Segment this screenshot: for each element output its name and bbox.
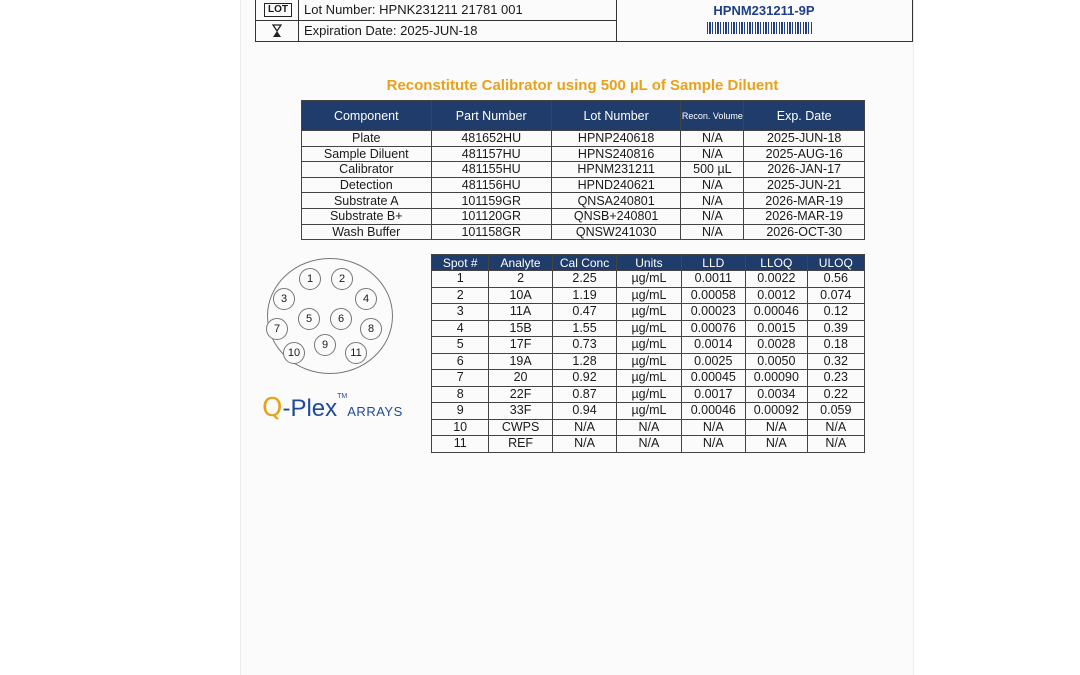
spot-11: 11 [345, 342, 367, 364]
components-table [301, 100, 865, 240]
analyte-cell: N/A [807, 436, 864, 453]
analyte-cell: 5 [432, 337, 489, 354]
analyte-cell: µg/mL [617, 271, 681, 288]
analyte-cell: N/A [552, 436, 617, 453]
analyte-cell: N/A [552, 419, 617, 436]
analyte-cell: 17F [489, 337, 552, 354]
components-cell: QNSW241030 [551, 224, 681, 240]
lot-row [256, 0, 616, 21]
components-cell: Substrate B+ [302, 208, 432, 224]
analyte-header-cell: Spot # [432, 255, 489, 271]
components-cell: 2026-OCT-30 [744, 224, 865, 240]
analyte-cell: 0.92 [552, 370, 617, 387]
analyte-cell: 4 [432, 320, 489, 337]
analyte-header-cell: ULOQ [807, 255, 864, 271]
components-cell: N/A [681, 224, 744, 240]
components-cell: 500 µL [681, 162, 744, 178]
components-cell: N/A [681, 193, 744, 209]
analyte-cell: CWPS [489, 419, 552, 436]
analyte-cell: 0.00076 [681, 320, 745, 337]
logo-main: -Plex [282, 395, 338, 422]
analyte-cell: 2 [489, 271, 552, 288]
analyte-cell: 22F [489, 386, 552, 403]
components-cell: Calibrator [302, 162, 432, 178]
analyte-cell: 15B [489, 320, 552, 337]
analyte-cell: µg/mL [617, 353, 681, 370]
analyte-cell: 0.32 [807, 353, 864, 370]
analyte-cell: µg/mL [617, 287, 681, 304]
components-cell: HPNS240816 [551, 146, 681, 162]
analyte-cell: 0.0014 [681, 337, 745, 354]
lot-number: Lot Number: HPNK231211 21781 001 [304, 2, 523, 17]
analyte-cell: N/A [746, 436, 808, 453]
analyte-cell: REF [489, 436, 552, 453]
analyte-row [432, 320, 865, 337]
components-row [302, 177, 865, 193]
components-cell: HPNM231211 [551, 162, 681, 178]
analyte-cell: 0.39 [807, 320, 864, 337]
analyte-cell: µg/mL [617, 337, 681, 354]
analyte-header-cell: LLD [681, 255, 745, 271]
components-row [302, 208, 865, 224]
analyte-cell: 0.87 [552, 386, 617, 403]
components-header-cell: Recon. Volume [681, 101, 744, 131]
analyte-table [431, 254, 865, 453]
spot-diagram [267, 258, 393, 374]
components-header-cell: Component [302, 101, 432, 131]
analyte-cell: 0.94 [552, 403, 617, 420]
analyte-cell: 0.0022 [746, 271, 808, 288]
analyte-cell: 0.23 [807, 370, 864, 387]
analyte-row [432, 271, 865, 288]
components-row [302, 146, 865, 162]
analyte-row [432, 386, 865, 403]
analyte-cell: 0.00046 [681, 403, 745, 420]
analyte-row [432, 337, 865, 354]
components-cell: 2026-JAN-17 [744, 162, 865, 178]
analyte-cell: 1.19 [552, 287, 617, 304]
components-cell: 481155HU [431, 162, 551, 178]
analyte-cell: 33F [489, 403, 552, 420]
spot-9: 9 [314, 334, 336, 356]
expiration-date: Expiration Date: 2025-JUN-18 [304, 23, 478, 38]
analyte-cell: 0.18 [807, 337, 864, 354]
analyte-cell: 0.00058 [681, 287, 745, 304]
analyte-header-cell: Cal Conc [552, 255, 617, 271]
analyte-cell: N/A [746, 419, 808, 436]
analyte-cell: 0.074 [807, 287, 864, 304]
analyte-cell: 9 [432, 403, 489, 420]
analyte-cell: 0.00046 [746, 304, 808, 321]
kit-code-box [616, 0, 913, 42]
analyte-cell: 6 [432, 353, 489, 370]
components-cell: QNSB+240801 [551, 208, 681, 224]
analyte-row [432, 304, 865, 321]
analyte-cell: 0.0034 [746, 386, 808, 403]
analyte-header-row [432, 255, 865, 271]
components-cell: 481157HU [431, 146, 551, 162]
analyte-cell: 1.55 [552, 320, 617, 337]
analyte-cell: 10A [489, 287, 552, 304]
analyte-row [432, 436, 865, 453]
analyte-header-cell: Units [617, 255, 681, 271]
analyte-cell: 0.00090 [746, 370, 808, 387]
components-cell: 481156HU [431, 177, 551, 193]
components-cell: 2025-JUN-18 [744, 131, 865, 147]
analyte-cell: 0.0025 [681, 353, 745, 370]
logo-sub: ARRAYS [347, 404, 403, 419]
analyte-cell: N/A [681, 436, 745, 453]
components-cell: N/A [681, 177, 744, 193]
components-cell: Wash Buffer [302, 224, 432, 240]
analyte-cell: 0.0050 [746, 353, 808, 370]
analyte-cell: 0.059 [807, 403, 864, 420]
kit-header [255, 0, 916, 42]
spot-8: 8 [360, 318, 382, 340]
components-row [302, 193, 865, 209]
analyte-cell: 2 [432, 287, 489, 304]
spot-3: 3 [273, 288, 295, 310]
components-header-row [302, 101, 865, 131]
analyte-cell: 20 [489, 370, 552, 387]
components-cell: 2025-JUN-21 [744, 177, 865, 193]
components-cell: HPND240621 [551, 177, 681, 193]
analyte-cell: 0.00045 [681, 370, 745, 387]
components-row [302, 162, 865, 178]
spot-5: 5 [298, 308, 320, 330]
analyte-cell: 0.73 [552, 337, 617, 354]
logo-tm: TM [337, 393, 348, 400]
spot-10: 10 [283, 342, 305, 364]
spot-2: 2 [331, 268, 353, 290]
components-cell: 101120GR [431, 208, 551, 224]
analyte-cell: 2.25 [552, 271, 617, 288]
components-cell: Substrate A [302, 193, 432, 209]
lot-symbol: LOT [264, 3, 292, 17]
analyte-cell: µg/mL [617, 403, 681, 420]
analyte-cell: 8 [432, 386, 489, 403]
components-header-cell: Part Number [431, 101, 551, 131]
analyte-cell: 0.0015 [746, 320, 808, 337]
analyte-cell: 0.0011 [681, 271, 745, 288]
components-cell: N/A [681, 146, 744, 162]
spot-6: 6 [330, 308, 352, 330]
components-header-cell: Lot Number [551, 101, 681, 131]
components-cell: Plate [302, 131, 432, 147]
analyte-cell: 1.28 [552, 353, 617, 370]
analyte-cell: 0.00023 [681, 304, 745, 321]
analyte-cell: 19A [489, 353, 552, 370]
components-row [302, 224, 865, 240]
components-cell: 101159GR [431, 193, 551, 209]
analyte-cell: 7 [432, 370, 489, 387]
expiration-row [256, 21, 616, 41]
analyte-header-cell: LLOQ [746, 255, 808, 271]
components-row [302, 131, 865, 147]
components-cell: 2026-MAR-19 [744, 208, 865, 224]
analyte-cell: 0.0028 [746, 337, 808, 354]
analyte-cell: N/A [807, 419, 864, 436]
analyte-row [432, 419, 865, 436]
spot-4: 4 [355, 288, 377, 310]
page-title: Reconstitute Calibrator using 500 µL of Sample Diluent [386, 77, 779, 94]
components-cell: N/A [681, 131, 744, 147]
analyte-row [432, 403, 865, 420]
analyte-cell: µg/mL [617, 320, 681, 337]
components-cell: Sample Diluent [302, 146, 432, 162]
analyte-cell: 11A [489, 304, 552, 321]
analyte-cell: N/A [681, 419, 745, 436]
analyte-cell: 3 [432, 304, 489, 321]
hourglass-icon [269, 23, 285, 39]
analyte-cell: N/A [617, 419, 681, 436]
analyte-cell: 0.0017 [681, 386, 745, 403]
analyte-cell: µg/mL [617, 386, 681, 403]
analyte-cell: N/A [617, 436, 681, 453]
analyte-cell: 1 [432, 271, 489, 288]
logo-q: Q [262, 393, 283, 423]
components-cell: N/A [681, 208, 744, 224]
analyte-row [432, 370, 865, 387]
components-cell: 481652HU [431, 131, 551, 147]
components-cell: HPNP240618 [551, 131, 681, 147]
analyte-header-cell: Analyte [489, 255, 552, 271]
analyte-cell: 10 [432, 419, 489, 436]
analyte-cell: 0.47 [552, 304, 617, 321]
analyte-cell: 0.56 [807, 271, 864, 288]
barcode-icon [707, 22, 813, 34]
components-cell: QNSA240801 [551, 193, 681, 209]
analyte-cell: µg/mL [617, 304, 681, 321]
kit-info-box [255, 0, 617, 42]
components-cell: 101158GR [431, 224, 551, 240]
analyte-row [432, 353, 865, 370]
components-cell: Detection [302, 177, 432, 193]
kit-code: HPNM231211-9P [713, 3, 815, 18]
components-cell: 2025-AUG-16 [744, 146, 865, 162]
analyte-cell: 0.12 [807, 304, 864, 321]
qplex-logo [262, 393, 403, 423]
analyte-cell: 0.0012 [746, 287, 808, 304]
spot-7: 7 [266, 318, 288, 340]
analyte-row [432, 287, 865, 304]
components-cell: 2026-MAR-19 [744, 193, 865, 209]
analyte-cell: 0.00092 [746, 403, 808, 420]
spot-1: 1 [299, 268, 321, 290]
analyte-cell: 0.22 [807, 386, 864, 403]
analyte-cell: µg/mL [617, 370, 681, 387]
analyte-cell: 11 [432, 436, 489, 453]
components-header-cell: Exp. Date [744, 101, 865, 131]
